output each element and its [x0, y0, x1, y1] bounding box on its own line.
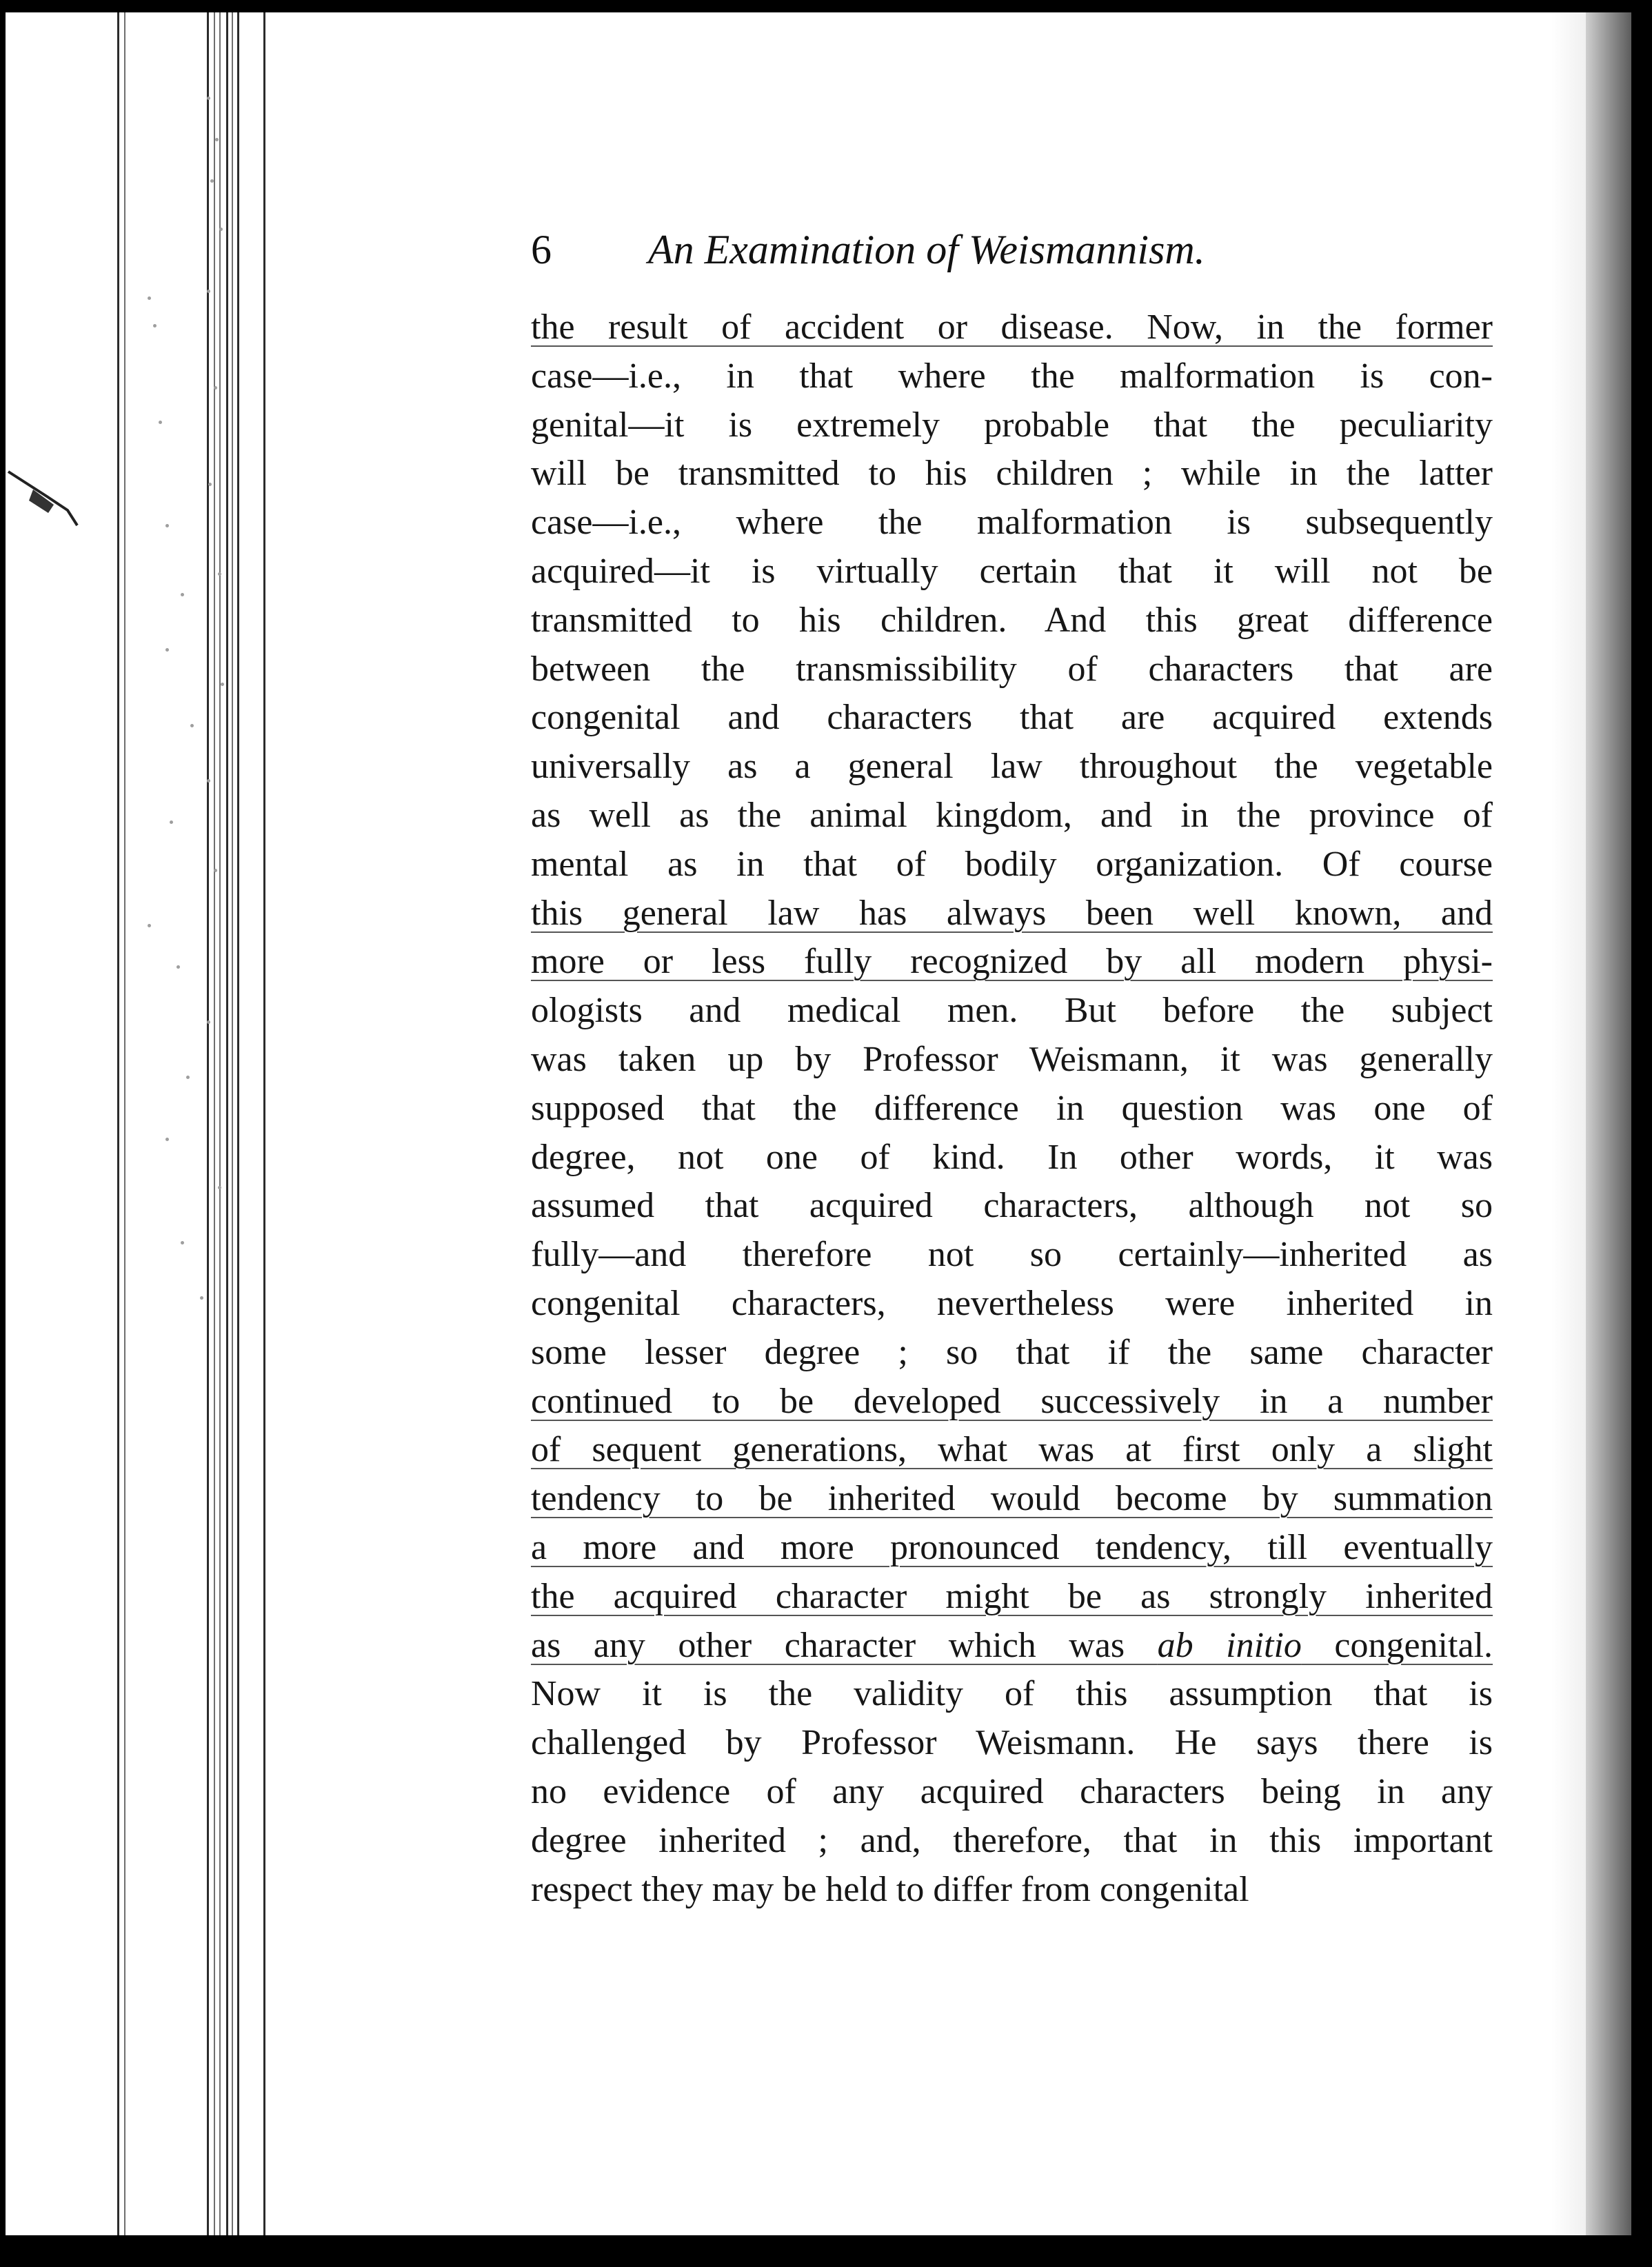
- text-line: degree, not one of kind. In other words, it was: [531, 1137, 1493, 1177]
- page-edge: [237, 12, 239, 2235]
- text-line: congenital and characters that are acquired extends: [531, 698, 1493, 738]
- text-line: universally as a general law throughout the vegetable: [531, 747, 1493, 787]
- page-edge: [232, 12, 233, 2235]
- text-line: transmitted to his children. And this great difference: [531, 600, 1493, 640]
- scan-edge-shadow: [1586, 12, 1631, 2235]
- page-gutter-shadow: [1551, 12, 1586, 2235]
- text-line: case—i.e., where the malformation is subsequently: [531, 503, 1493, 543]
- page-edge: [226, 12, 228, 2235]
- page-edge: [263, 12, 265, 2235]
- text-line: this general law has always been well known, and: [531, 893, 1493, 933]
- italic-phrase: ab initio: [1157, 1625, 1302, 1665]
- text-line: Now it is the validity of this assumption that is: [531, 1674, 1493, 1714]
- text-line: acquired—it is virtually certain that it will not be: [531, 551, 1493, 591]
- running-title: An Examination of Weismannism.: [648, 227, 1205, 272]
- scan-border-right: [1631, 0, 1652, 2267]
- text-segment: as any other character which was: [531, 1625, 1158, 1665]
- scan-border-top: [0, 0, 1652, 12]
- text-line: continued to be developed successively in a number: [531, 1381, 1493, 1421]
- page-edge: [124, 12, 125, 2235]
- text-line: tendency to be inherited would become by summation: [531, 1479, 1493, 1519]
- text-line: mental as in that of bodily organization. Of course: [531, 844, 1493, 884]
- text-line: challenged by Professor Weismann. He says there is: [531, 1723, 1493, 1763]
- text-line: assumed that acquired characters, although not so: [531, 1186, 1493, 1226]
- scan-border-bottom: [0, 2235, 1652, 2267]
- text-line: respect they may be held to differ from congenital: [531, 1869, 1249, 1909]
- text-line: case—i.e., in that where the malformation is con-: [531, 356, 1493, 396]
- text-line: the result of accident or disease. Now, in the former: [531, 308, 1493, 347]
- text-line: between the transmissibility of characters that are: [531, 649, 1493, 689]
- text-line: congenital characters, nevertheless were inherited in: [531, 1283, 1493, 1323]
- text-line: a more and more pronounced tendency, till eventually: [531, 1527, 1493, 1567]
- page-number: 6: [531, 227, 552, 272]
- pencil-mark-icon: [6, 469, 81, 531]
- text-line: was taken up by Professor Weismann, it was generally: [531, 1039, 1493, 1079]
- text-line: will be transmitted to his children ; while in the latter: [531, 454, 1493, 494]
- text-line: genital—it is extremely probable that the peculiarity: [531, 405, 1493, 445]
- text-line: ologists and medical men. But before the subject: [531, 991, 1493, 1031]
- text-segment: congenital.: [1301, 1625, 1493, 1665]
- text-line-italic-phrase: [531, 1622, 1493, 1671]
- page-edge: [207, 12, 209, 2235]
- text-line: degree inherited ; and, therefore, that in this important: [531, 1820, 1493, 1860]
- text-line: fully—and therefore not so certainly—inherited as: [531, 1235, 1493, 1275]
- text-line: more or less fully recognized by all modern physi-: [531, 942, 1493, 982]
- text-line: as well as the animal kingdom, and in the province of: [531, 795, 1493, 835]
- page-edge: [117, 12, 119, 2235]
- page-edge: [219, 12, 221, 2235]
- text-line: some lesser degree ; so that if the same character: [531, 1332, 1493, 1372]
- text-line: supposed that the difference in question was one of: [531, 1088, 1493, 1128]
- body-text: [531, 303, 1493, 1914]
- text-line: of sequent generations, what was at first only a slight: [531, 1430, 1493, 1470]
- text-line: no evidence of any acquired characters being in any: [531, 1771, 1493, 1811]
- stacked-page-edges: [103, 12, 276, 2235]
- page-header: [531, 226, 1427, 288]
- text-line: the acquired character might be as strongly inherited: [531, 1576, 1493, 1616]
- page-edge: [214, 12, 215, 2235]
- scan-border-left: [0, 0, 6, 2267]
